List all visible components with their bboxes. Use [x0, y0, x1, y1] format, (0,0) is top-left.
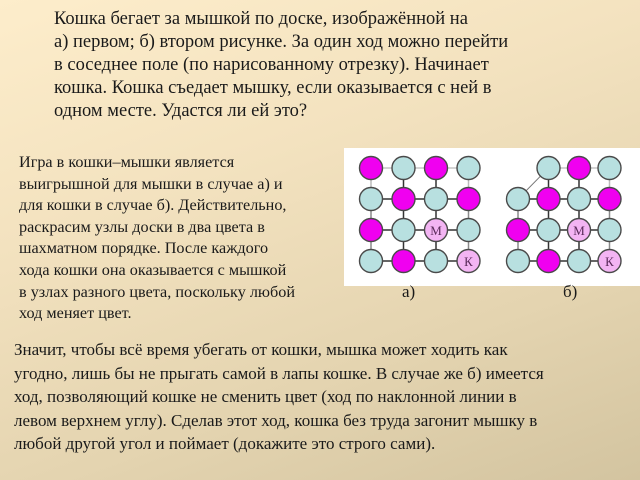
explanation-line: ход меняет цвет. [19, 304, 132, 323]
node-blue [457, 219, 480, 242]
caption-board-a: а) [402, 282, 416, 301]
node-blue [360, 188, 383, 211]
problem-line: одном месте. Удастся ли ей это? [54, 101, 308, 121]
node-blue [507, 250, 530, 273]
node-blue [457, 157, 480, 180]
problem-line: а) первом; б) втором рисунке. За один ход можно перейти [54, 32, 509, 52]
node-magenta [360, 219, 383, 242]
problem-statement [54, 8, 614, 123]
board-b [507, 157, 622, 273]
cat-label: К [605, 254, 614, 269]
node-magenta [537, 188, 560, 211]
explanation-line: Игра в кошки–мышки является [19, 153, 235, 171]
node-blue [568, 188, 591, 211]
boards-diagram [344, 148, 640, 286]
node-blue [425, 250, 448, 273]
conclusion-line: угодно, лишь бы не прыгать самой в лапы кошке. В случае же б) имеется [14, 363, 544, 383]
cat-label: К [464, 254, 473, 269]
node-blue [425, 188, 448, 211]
node-blue [568, 250, 591, 273]
explanation-line: для кошки в случае б). Действительно, [19, 196, 287, 215]
node-blue [598, 219, 621, 242]
board-a [360, 157, 481, 273]
node-blue [392, 157, 415, 180]
conclusion-text [14, 338, 634, 456]
node-magenta [392, 188, 415, 211]
explanation-line: выигрышной для мышки в случае а) и [19, 174, 283, 193]
problem-line: Кошка бегает за мышкой по доске, изображённой на [54, 9, 468, 29]
conclusion-line: Значит, чтобы всё время убегать от кошки, мышка может ходить как [14, 340, 508, 359]
node-magenta [568, 157, 591, 180]
solution-explanation [19, 152, 354, 325]
problem-line: кошка. Кошка съедает мышку, если оказывается с ней в [54, 78, 492, 98]
explanation-line: хода кошки она оказывается с мышкой [19, 260, 287, 279]
conclusion-line: левом верхнем углу). Сделав этот ход, кошка без труда загонит мышку в [14, 410, 538, 430]
figure-panel [344, 148, 640, 286]
mouse-label: М [430, 223, 442, 238]
explanation-line: шахматном порядке. После каждого [19, 239, 269, 258]
node-magenta [598, 188, 621, 211]
node-magenta [360, 157, 383, 180]
caption-board-b: б) [563, 282, 578, 301]
mouse-label: М [573, 223, 585, 238]
node-blue [360, 250, 383, 273]
explanation-line: в узлах разного цвета, поскольку любой [19, 282, 296, 301]
explanation-line: раскрасим узлы доски в два цвета в [19, 217, 265, 236]
node-magenta [457, 188, 480, 211]
node-magenta [507, 219, 530, 242]
conclusion-line: любой другой угол и поймает (докажите это строго сами). [14, 434, 436, 453]
node-blue [598, 157, 621, 180]
node-blue [537, 157, 560, 180]
node-blue [537, 219, 560, 242]
node-magenta [425, 157, 448, 180]
node-blue [507, 188, 530, 211]
node-magenta [392, 250, 415, 273]
problem-line: в соседнее поле (по нарисованному отрезку). Начинает [54, 55, 489, 75]
conclusion-line: ход, позволяющий кошке не сменить цвет (ход по наклонной линии в [14, 387, 517, 406]
node-blue [392, 219, 415, 242]
node-magenta [537, 250, 560, 273]
